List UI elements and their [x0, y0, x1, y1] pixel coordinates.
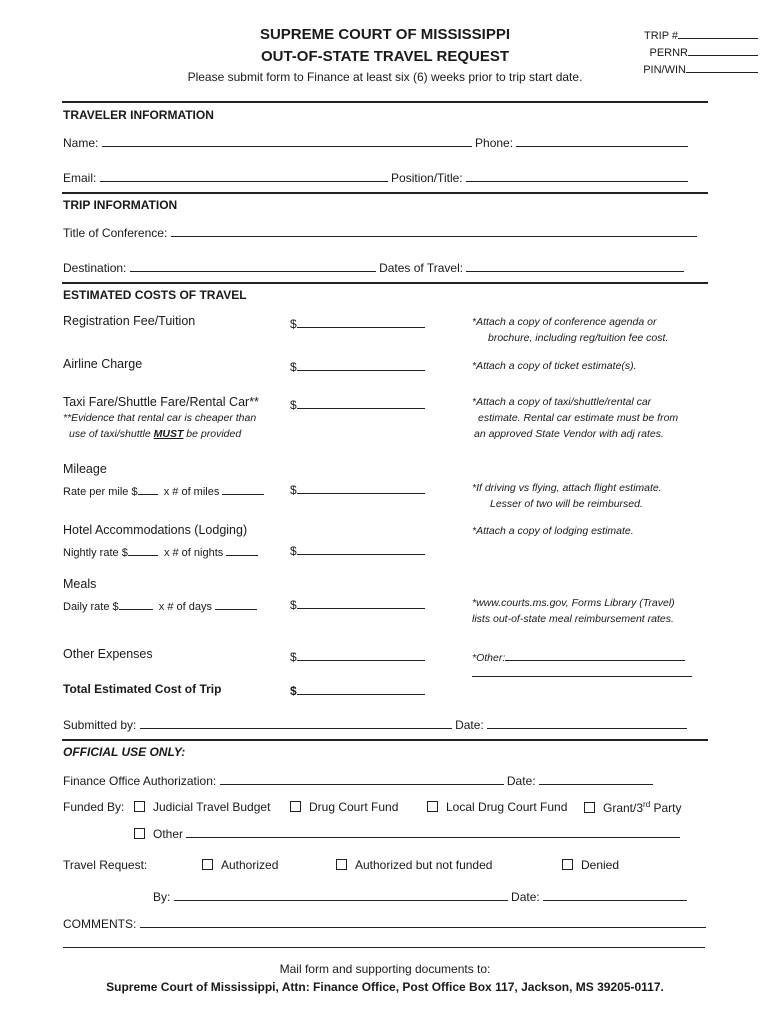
- mileage-calc[interactable]: Rate per mile $ x # of miles: [63, 482, 264, 498]
- taxi-note: *Attach a copy of taxi/shuttle/rental car: [472, 396, 652, 408]
- meals-note-2: lists out-of-state meal reimbursement rates.: [472, 613, 674, 625]
- airline-label: Airline Charge: [63, 357, 143, 371]
- comments-label: COMMENTS:: [63, 917, 137, 931]
- denied-checkbox[interactable]: Denied: [562, 858, 619, 872]
- taxi-note-3: an approved State Vendor with adj rates.: [474, 428, 664, 440]
- drug-court-fund-checkbox[interactable]: Drug Court Fund: [290, 800, 398, 814]
- mileage-amount[interactable]: $: [290, 481, 425, 497]
- checkbox-icon: [562, 859, 573, 870]
- hotel-label: Hotel Accommodations (Lodging): [63, 523, 248, 537]
- funded-by-label: Funded By:: [63, 800, 125, 814]
- submission-instructions: Please submit form to Finance at least six (6) weeks prior to trip start date.: [187, 70, 583, 84]
- checkbox-icon: [427, 801, 438, 812]
- meals-amount[interactable]: $: [290, 596, 425, 612]
- pernr-label: PERNR: [649, 47, 688, 59]
- name-field[interactable]: [63, 134, 688, 150]
- mailing-address: Supreme Court of Mississippi, Attn: Finance Office, Post Office Box 117, Jackson, MS 39205-0117.: [106, 980, 664, 994]
- taxi-sub-note: **Evidence that rental car is cheaper than: [63, 412, 257, 424]
- pin-win-field[interactable]: [643, 60, 758, 76]
- meals-label: Meals: [63, 577, 97, 591]
- submitted-by-field[interactable]: [63, 716, 687, 732]
- submitted-by-label: Submitted by:: [63, 718, 137, 732]
- traveler-info-heading: TRAVELER INFORMATION: [63, 108, 214, 122]
- mileage-label: Mileage: [63, 462, 107, 476]
- checkbox-icon: [584, 802, 595, 813]
- taxi-sub-note-2: use of taxi/shuttle MUST be provided: [69, 428, 242, 440]
- official-use-heading: OFFICIAL USE ONLY:: [63, 745, 186, 759]
- authorized-checkbox[interactable]: Authorized: [202, 858, 278, 872]
- registration-amount[interactable]: $: [290, 315, 425, 331]
- other-expenses-note[interactable]: *Other:: [472, 648, 685, 664]
- taxi-label: Taxi Fare/Shuttle Fare/Rental Car**: [63, 395, 259, 409]
- divider: [62, 282, 708, 284]
- destination-field[interactable]: [63, 259, 684, 275]
- judicial-travel-budget-checkbox[interactable]: Judicial Travel Budget: [134, 800, 270, 814]
- pernr-field[interactable]: [649, 43, 758, 59]
- pin-win-label: PIN/WIN: [643, 64, 686, 76]
- form-title: SUPREME COURT OF MISSISSIPPI: [259, 26, 511, 43]
- meals-note: *www.courts.ms.gov, Forms Library (Travel): [472, 597, 675, 609]
- other-fund-checkbox[interactable]: Other: [134, 825, 680, 841]
- divider: [62, 192, 708, 194]
- local-drug-court-fund-checkbox[interactable]: Local Drug Court Fund: [427, 800, 567, 814]
- hotel-note: *Attach a copy of lodging estimate.: [472, 525, 634, 537]
- airline-note: *Attach a copy of ticket estimate(s).: [472, 360, 637, 372]
- total-cost-amount[interactable]: $: [290, 682, 425, 698]
- hotel-amount[interactable]: $: [290, 542, 425, 558]
- registration-note: *Attach a copy of conference agenda or: [472, 316, 657, 328]
- airline-amount[interactable]: $: [290, 358, 425, 374]
- checkbox-icon: [290, 801, 301, 812]
- approved-date-label: Date:: [511, 890, 540, 904]
- travel-request-label: Travel Request:: [63, 858, 148, 872]
- approved-by-field[interactable]: [153, 888, 687, 904]
- comments-field[interactable]: [63, 915, 706, 931]
- conference-title-label: Title of Conference:: [63, 226, 168, 240]
- grant-third-party-checkbox[interactable]: Grant/3rd Party: [584, 800, 682, 815]
- trip-number-label: TRIP #: [643, 30, 678, 42]
- name-label: Name:: [63, 136, 99, 150]
- email-label: Email:: [63, 171, 97, 185]
- trip-number-field[interactable]: [644, 26, 758, 42]
- approved-by-label: By:: [153, 890, 171, 904]
- other-expenses-label: Other Expenses: [63, 647, 153, 661]
- checkbox-icon: [336, 859, 347, 870]
- other-expenses-note-line[interactable]: [472, 664, 692, 682]
- email-field[interactable]: [63, 169, 688, 185]
- submitted-date-label: Date:: [455, 718, 484, 732]
- divider: [62, 739, 708, 741]
- conference-title-field[interactable]: [63, 224, 697, 240]
- checkbox-icon: [202, 859, 213, 870]
- trip-info-heading: TRIP INFORMATION: [63, 198, 178, 212]
- meals-calc[interactable]: Daily rate $ x # of days: [63, 597, 257, 613]
- checkbox-icon: [134, 828, 145, 839]
- registration-note-2: brochure, including reg/tuition fee cost.: [488, 332, 669, 344]
- checkbox-icon: [134, 801, 145, 812]
- mailing-instructions: Mail form and supporting documents to:: [279, 962, 491, 976]
- finance-authorization-label: Finance Office Authorization:: [63, 774, 217, 788]
- divider: [62, 101, 708, 103]
- finance-date-label: Date:: [506, 774, 536, 788]
- taxi-note-2: estimate. Rental car estimate must be from: [478, 412, 679, 424]
- authorized-not-funded-checkbox[interactable]: Authorized but not funded: [336, 858, 492, 872]
- other-expenses-amount[interactable]: $: [290, 648, 425, 664]
- mileage-note-2: Lesser of two will be reimbursed.: [490, 498, 643, 510]
- comments-line[interactable]: [63, 935, 705, 953]
- finance-authorization-field[interactable]: [63, 772, 653, 788]
- estimated-costs-heading: ESTIMATED COSTS OF TRAVEL: [63, 288, 247, 302]
- form-subtitle: OUT-OF-STATE TRAVEL REQUEST: [260, 48, 510, 65]
- hotel-calc[interactable]: Nightly rate $ x # of nights: [63, 543, 258, 559]
- position-title-label: Position/Title:: [391, 171, 463, 185]
- registration-label: Registration Fee/Tuition: [63, 314, 196, 328]
- dates-of-travel-label: Dates of Travel:: [379, 261, 464, 275]
- total-cost-label: Total Estimated Cost of Trip: [63, 682, 222, 696]
- mileage-note: *If driving vs flying, attach flight estimate.: [472, 482, 662, 494]
- destination-label: Destination:: [63, 261, 127, 275]
- taxi-amount[interactable]: $: [290, 396, 425, 412]
- phone-label: Phone:: [475, 136, 514, 150]
